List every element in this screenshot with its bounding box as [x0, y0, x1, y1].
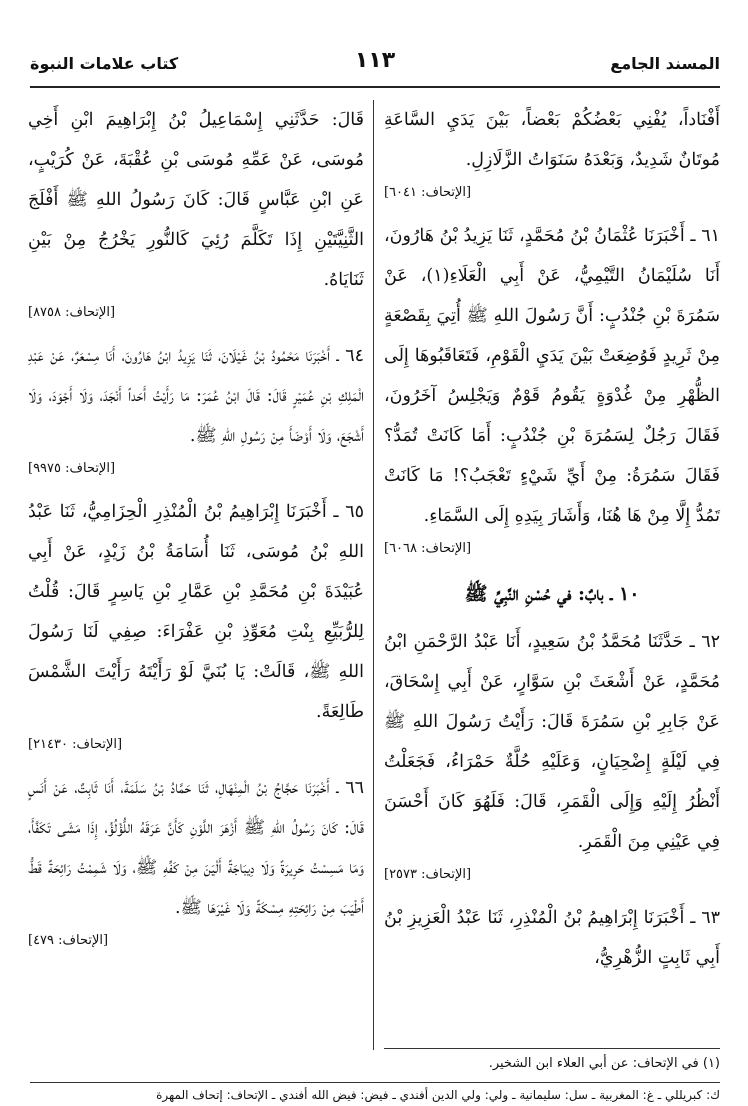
- hadith-63: ٦٣ ـ أَخْبَرَنَا إِبْرَاهِيمُ بْنُ الْمُنْذِرِ، ثَنَا عَبْدُ الْعَزِيزِ بْنُ أَبِي ثَابِتٍ الزُّهْرِيُّ،: [384, 908, 720, 968]
- ithaf-reference: [الإتحاف: ٦٠٦٨]: [384, 541, 472, 556]
- ithaf-reference: [الإتحاف: ٦٠٤١]: [384, 185, 472, 200]
- hadith-66: ٦٦ ـ أَخْبَرَنَا حَجَّاجُ بْنُ الْمِنْهَالِ، ثَنَا حَمَّادُ بْنُ سَلَمَةَ، أَنَا ثَابِتٌ، عَنْ أَنَسٍ قَالَ: كَانَ رَسُولُ اللهِ ﷺ أَزْهَرَ اللَّوْنِ كَأَنَّ عَرَقَهُ اللُّؤْلُؤُ، إِذَا مَشَى تَكَفَّأَ، وَمَا مَسِسْتُ حَرِيرَةً وَلَا دِيبَاجَةً أَلْيَنَ مِنْ كَفِّهِ ﷺ، وَلَا شَمِمْتُ رَائِحَةً قَطُّ أَطْيَبَ مِنْ رَائِحَتِهِ مِسْكَةً وَلَا غَيْرَهَا ﷺ.: [28, 778, 364, 918]
- right-column: [384, 100, 720, 980]
- abbreviations-legend: ك: كبريللي ـ غ: المغربية ـ سل: سليمانية ـ ولي: ولي الدين أفندي ـ فيض: فيض الله أفندي ـ الإتحاف: إتحاف المهرة: [156, 1088, 720, 1102]
- ithaf-reference: [الإتحاف: ٩٩٧٥]: [28, 461, 116, 476]
- ithaf-reference: [الإتحاف: ٢٥٧٣]: [384, 867, 472, 882]
- chapter-title: كتاب علامات النبوة: [30, 54, 179, 73]
- ithaf-reference: [الإتحاف: ٢١٤٣٠]: [28, 737, 123, 752]
- book-title: المسند الجامع: [610, 54, 720, 73]
- ithaf-reference: [الإتحاف: ٤٧٩]: [28, 933, 109, 948]
- page-number: ١١٣: [354, 48, 396, 73]
- ithaf-reference: [الإتحاف: ٨٧٥٨]: [28, 305, 116, 320]
- hadith-text: أَفْنَاداً، يُفْنِي بَعْضُكُمْ بَعْضاً، بَيْنَ يَدَيِ السَّاعَةِ مُوتَانٌ شَدِيدٌ، وَبَعْدَهُ سَنَوَاتُ الزَّلَازِلِ.: [384, 110, 720, 170]
- header-rule: [30, 86, 720, 88]
- hadith-61: ٦١ ـ أَخْبَرَنَا عُثْمَانُ بْنُ مُحَمَّدٍ، ثَنَا يَزِيدُ بْنُ هَارُونَ، أَنَا سُلَيْمَانُ التَّيْمِيُّ، عَنْ أَبِي الْعَلَاءِ(١)، عَنْ سَمُرَةَ بْنِ جُنْدُبٍ: أَنَّ رَسُولَ اللهِ ﷺ أُتِيَ بِقَصْعَةٍ مِنْ ثَرِيدٍ فَوُضِعَتْ بَيْنَ يَدَيِ الْقَوْمِ، فَتَعَاقَبُوهَا إِلَى الظُّهْرِ مِنْ غُدْوَةٍ يَقُومُ قَوْمٌ وَيَجْلِسُ آخَرُونَ، فَقَالَ رَجُلٌ لِسَمُرَةَ بْنِ جُنْدُبٍ: أَمَا كَانَتْ تُمَدُّ؟ فَقَالَ سَمُرَةُ: مِنْ أَيِّ شَيْءٍ تَعْجَبُ؟! مَا كَانَتْ تَمُدُّ إِلَّا مِنْ هَا هُنَا، وَأَشَارَ بِيَدِهِ إِلَى السَّمَاءِ.: [384, 226, 720, 526]
- chapter-heading: ١٠ ـ بابٌ: في حُسْنِ النَّبِيِّ ﷺ: [464, 583, 640, 605]
- hadith-65: ٦٥ ـ أَخْبَرَنَا إِبْرَاهِيمُ بْنُ الْمُنْذِرِ الْحِزَامِيُّ، ثَنَا عَبْدُ اللهِ بْنُ مُوسَى، ثَنَا أُسَامَةُ بْنُ زَيْدٍ، عَنْ أَبِي عُبَيْدَةَ بْنِ مُحَمَّدِ بْنِ عَمَّارِ بْنِ يَاسِرٍ قَالَ: قُلْتُ لِلرُّبَيِّعِ بِنْتِ مُعَوِّذِ بْنِ عَفْرَاءَ: صِفِي لَنَا رَسُولَ اللهِ ﷺ، قَالَتْ: يَا بُنَيَّ لَوْ رَأَيْتَهُ رَأَيْتَ الشَّمْسَ طَالِعَةً.: [28, 502, 364, 722]
- bottom-rule: [30, 1082, 720, 1083]
- column-divider: [373, 100, 374, 1050]
- hadith-62: ٦٢ ـ حَدَّثَنَا مُحَمَّدُ بْنُ سَعِيدٍ، أَنَا عَبْدُ الرَّحْمَنِ ابْنُ مُحَمَّدٍ، عَنْ أَشْعَثَ بْنِ سَوَّارٍ، عَنْ أَبِي إِسْحَاقَ، عَنْ جَابِرِ بْنِ سَمُرَةَ قَالَ: رَأَيْتُ رَسُولَ اللهِ ﷺ فِي لَيْلَةٍ إِضْحِيَانٍ، وَعَلَيْهِ حُلَّةٌ حَمْرَاءُ، فَجَعَلْتُ أَنْظُرُ إِلَيْهِ وَإِلَى الْقَمَرِ، قَالَ: فَلَهُوَ كَانَ أَحْسَنَ فِي عَيْنِي مِنَ الْقَمَرِ.: [384, 632, 720, 852]
- hadith-64: ٦٤ ـ أَخْبَرَنَا مَحْمُودُ بْنُ غَيْلَانَ، ثَنَا يَزِيدُ ابْنُ هَارُونَ، أَنَا مِسْعَرٌ، عَنْ عَبْدِ الْمَلِكِ بْنِ عُمَيْرٍ قَالَ: قَالَ ابْنُ عُمَرَ: مَا رَأَيْتُ أَحَداً أَنْجَدَ، وَلَا أَجْوَدَ، وَلَا أَشْجَعَ، وَلَا أَوْضَأَ مِنْ رَسُولِ اللهِ ﷺ.: [28, 346, 364, 446]
- left-column: [28, 100, 364, 964]
- page-header: [30, 40, 720, 84]
- footnote: (١) في الإتحاف: عن أبي العلاء ابن الشخير.: [488, 1056, 720, 1071]
- footnote-rule: [384, 1048, 720, 1049]
- hadith-text: قَالَ: حَدَّثَنِي إِسْمَاعِيلُ بْنُ إِبْرَاهِيمَ ابْنِ أَخِي مُوسَى، عَنْ عَمِّهِ مُوسَى بْنِ عُقْبَةَ، عَنْ كُرَيْبٍ، عَنِ ابْنِ عَبَّاسٍ قَالَ: كَانَ رَسُولُ اللهِ ﷺ أَفْلَجَ الثَّنِيَّتَيْنِ إِذَا تَكَلَّمَ رُئِيَ كَالنُّورِ يَخْرُجُ مِنْ بَيْنِ ثَنَايَاهُ.: [28, 110, 364, 290]
